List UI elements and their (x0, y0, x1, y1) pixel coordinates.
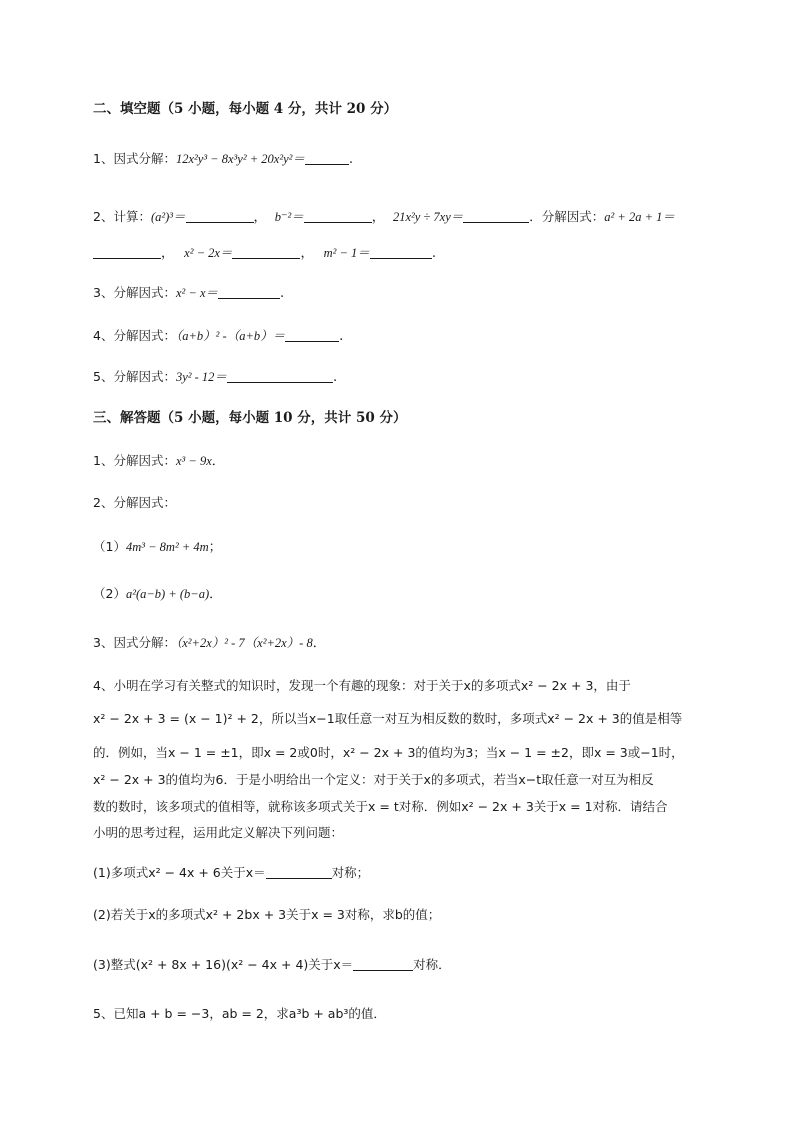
s3-q4-sub1-end: 对称； (331, 865, 370, 880)
s2-q4-prefix: 4、分解因式： (93, 328, 176, 343)
s3-question-2-part2: （2）a²(a−b) + (b−a)． (93, 586, 223, 602)
s3-q4-line-6: 小明的思考过程，运用此定义解决下列问题： (93, 825, 344, 840)
s2-question-2-cont: ， x² − 2x＝ ， m² − 1＝ . (93, 244, 436, 263)
s2-question-2: 2、计算：(a²)³＝ ， b⁻²＝ ， 21x²y ÷ 7xy＝ ．分解因式：a² + 2a + 1＝ (93, 209, 675, 225)
answer-blank[interactable] (285, 329, 339, 342)
s2-question-4: 4、分解因式：（a+b）² -（a+b）＝ . (93, 328, 344, 344)
s2-q1-prefix: 1、因式分解： (93, 151, 176, 166)
answer-blank[interactable] (463, 210, 529, 223)
s3-q4-line-3: 的．例如，当x − 1 = ±1，即x = 2或0时，x² − 2x + 3的值均为3；当x − 1 = ±2，即x = 3或−1时， (93, 745, 684, 760)
answer-blank[interactable] (304, 210, 372, 223)
answer-blank[interactable] (186, 210, 254, 223)
s3-question-5: 5、已知a + b = −3，ab = 2，求a³b + ab³的值． (93, 1006, 386, 1021)
s2-q1-expr: 12x²y³ − 8x³y² + 20x²y²＝ (175, 152, 305, 166)
s2-q2-b: b⁻²＝ (274, 210, 304, 224)
s3-q1-expr: x³ − 9x (175, 454, 212, 468)
s3-q2-2-expr: a²(a−b) + (b−a) (125, 587, 210, 601)
s3-question-2-part1: （1）4m³ − 8m² + 4m； (93, 539, 222, 555)
s3-q4-line-1: 4、小明在学习有关整式的知识时，发现一个有趣的现象：对于关于x的多项式x² − 2x + 3，由于 (93, 678, 631, 693)
s2-question-1: 1、因式分解：12x²y³ − 8x³y² + 20x²y²＝ . (93, 151, 354, 167)
s2-q2-prefix: 2、计算： (93, 209, 151, 224)
answer-blank[interactable] (266, 866, 332, 879)
s2-q2-c: 21x²y ÷ 7xy＝ (392, 210, 464, 224)
s3-q4-line-5: 数的数时，该多项式的值相等，就称该多项式关于x = t对称．例如x² − 2x + 3关于x = 1对称．请结合 (93, 799, 668, 814)
s3-question-1: 1、分解因式：x³ − 9x． (93, 453, 225, 469)
s2-question-3: 3、分解因式：x² − x＝ . (93, 285, 285, 301)
answer-blank[interactable] (232, 246, 300, 259)
s3-q4-sub-3 (93, 956, 451, 975)
s2-q5-prefix: 5、分解因式： (93, 369, 176, 384)
s2-q2-a: (a²)³＝ (150, 210, 186, 224)
s3-q3-prefix: 3、因式分解： (93, 635, 176, 650)
s3-q1-prefix: 1、分解因式： (93, 453, 176, 468)
s3-question-3: 3、因式分解：（x²+2x）² - 7（x²+2x）- 8． (93, 635, 326, 651)
s2-q3-prefix: 3、分解因式： (93, 285, 176, 300)
s3-q4-line-4: x² − 2x + 3的值均为6．于是小明给出一个定义：对于关于x的多项式，若当x−t取任意一对互为相反 (93, 772, 654, 787)
answer-blank[interactable] (218, 286, 280, 299)
s3-q2-1-expr: 4m³ − 8m² + 4m (125, 540, 209, 554)
s3-q4-line-2: x² − 2x + 3 = (x − 1)² + 2，所以当x−1取任意一对互为相反数的数时，多项式x² − 2x + 3的值是相等 (93, 711, 683, 726)
s3-q4-sub-1 (93, 864, 369, 883)
s3-q3-expr: （x²+2x）² - 7（x²+2x）- 8 (175, 636, 313, 650)
answer-blank[interactable] (370, 246, 432, 259)
s2-q2-f: m² − 1＝ (323, 246, 370, 260)
answer-blank[interactable] (93, 246, 161, 259)
s2-q2-d-prefix: ．分解因式： (529, 209, 605, 224)
s2-q4-expr: （a+b）² -（a+b）＝ (175, 329, 286, 343)
answer-blank[interactable] (227, 370, 333, 383)
section3-heading: 三、解答题（5 小题，每小题 10 分，共计 50 分） (93, 410, 407, 426)
s3-q2-1-label: （1） (93, 539, 126, 554)
s3-q4-sub3-text: (3)整式(x² + 8x + 16)(x² − 4x + 4)关于x＝ (93, 957, 354, 972)
s3-q2-2-label: （2） (93, 586, 126, 601)
s3-question-2: 2、分解因式： (93, 495, 176, 510)
answer-blank[interactable] (305, 152, 349, 165)
s2-q2-e: x² − 2x＝ (184, 246, 233, 260)
answer-blank[interactable] (353, 958, 413, 971)
s3-q4-sub-2: (2)若关于x的多项式x² + 2bx + 3关于x = 3对称，求b的值； (93, 907, 441, 922)
s3-q4-sub3-end: 对称． (413, 957, 451, 972)
s2-q3-expr: x² − x＝ (175, 286, 218, 300)
s2-question-5: 5、分解因式：3y² - 12＝ . (93, 369, 338, 385)
s2-q2-d: a² + 2a + 1＝ (604, 210, 675, 224)
s3-q4-sub1-text: (1)多项式x² − 4x + 6关于x＝ (93, 865, 266, 880)
section2-heading: 二、填空题（5 小题，每小题 4 分，共计 20 分） (93, 101, 398, 117)
s2-q5-expr: 3y² - 12＝ (175, 370, 227, 384)
